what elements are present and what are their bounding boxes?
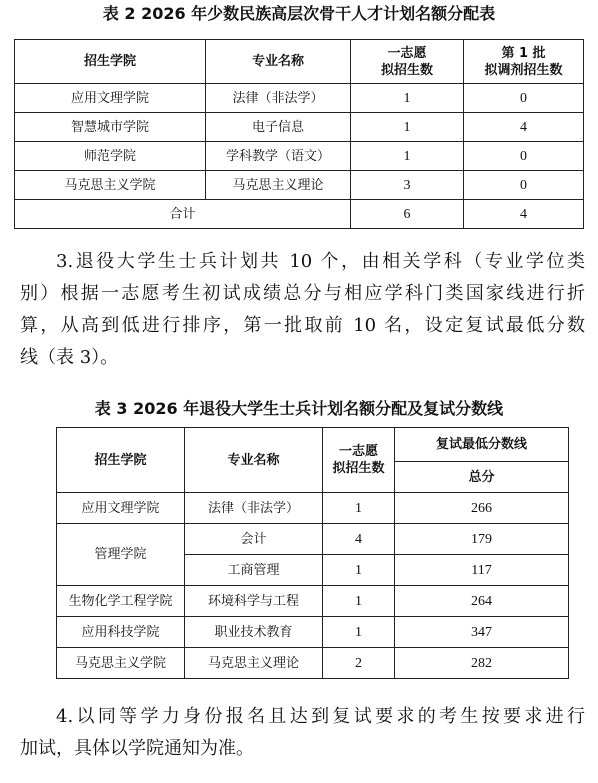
college-cell: 管理学院: [57, 524, 185, 586]
total-first-choice: 6: [351, 200, 464, 229]
major-cell: 职业技术教育: [185, 617, 323, 648]
count-cell: 1: [323, 555, 395, 586]
college-cell: 应用文理学院: [15, 84, 206, 113]
table-row: [57, 524, 569, 555]
first-choice-cell: 1: [351, 142, 464, 171]
major-cell: 法律（非法学）: [206, 84, 351, 113]
total-label: 合计: [15, 200, 351, 229]
table2: [14, 39, 584, 229]
major-cell: 会计: [185, 524, 323, 555]
count-cell: 4: [323, 524, 395, 555]
paragraph-line: 线（表 3）。: [20, 347, 119, 368]
college-cell: 智慧城市学院: [15, 113, 206, 142]
table-row: [57, 617, 569, 648]
table-row: [15, 113, 584, 142]
college-cell: 应用科技学院: [57, 617, 185, 648]
table-row: [57, 648, 569, 679]
major-cell: 学科教学（语文）: [206, 142, 351, 171]
first-choice-cell: 1: [351, 84, 464, 113]
count-cell: 1: [323, 493, 395, 524]
first-choice-cell: 1: [351, 113, 464, 142]
adjust-cell: 0: [464, 142, 584, 171]
table2-header-row: [15, 40, 584, 84]
count-cell: 1: [323, 586, 395, 617]
paragraph-3: [20, 246, 585, 374]
count-cell: 1: [323, 617, 395, 648]
table-row: [15, 171, 584, 200]
table3-header-college: 招生学院: [57, 428, 185, 493]
table3-header-total: 总分: [395, 462, 569, 493]
total-adjust: 4: [464, 200, 584, 229]
college-cell: 生物化学工程学院: [57, 586, 185, 617]
table-row: [15, 84, 584, 113]
score-cell: 179: [395, 524, 569, 555]
major-cell: 工商管理: [185, 555, 323, 586]
college-cell: 师范学院: [15, 142, 206, 171]
paragraph-line: 别）根据一志愿考生初试成绩总分与相应学科门类国家线进行折: [20, 283, 585, 304]
table2-header-first-choice: 一志愿 拟招生数: [351, 40, 464, 84]
table3-header-row: [57, 428, 569, 462]
table-row: [57, 493, 569, 524]
paragraph-line: 3.退役大学生士兵计划共 10 个，由相关学科（专业学位类: [56, 251, 585, 272]
paragraph-4: [20, 701, 585, 765]
table-row: [15, 142, 584, 171]
major-cell: 电子信息: [206, 113, 351, 142]
table2-header-college: 招生学院: [15, 40, 206, 84]
major-cell: 马克思主义理论: [206, 171, 351, 200]
college-cell: 应用文理学院: [57, 493, 185, 524]
major-cell: 环境科学与工程: [185, 586, 323, 617]
adjust-cell: 0: [464, 84, 584, 113]
major-cell: 马克思主义理论: [185, 648, 323, 679]
count-cell: 2: [323, 648, 395, 679]
paragraph-line: 4.以同等学力身份报名且达到复试要求的考生按要求进行: [56, 706, 585, 727]
paragraph-line: 算，从高到低进行排序，第一批取前 10 名，设定复试最低分数: [20, 315, 585, 336]
table3-header-min-score: 复试最低分数线: [395, 428, 569, 462]
table2-header-adjust: 第 1 批 拟调剂招生数: [464, 40, 584, 84]
table2-header-major: 专业名称: [206, 40, 351, 84]
score-cell: 117: [395, 555, 569, 586]
score-cell: 264: [395, 586, 569, 617]
adjust-cell: 0: [464, 171, 584, 200]
first-choice-cell: 3: [351, 171, 464, 200]
table3-header-major: 专业名称: [185, 428, 323, 493]
score-cell: 347: [395, 617, 569, 648]
major-cell: 法律（非法学）: [185, 493, 323, 524]
college-cell: 马克思主义学院: [15, 171, 206, 200]
table2-total-row: [15, 200, 584, 229]
score-cell: 266: [395, 493, 569, 524]
college-cell: 马克思主义学院: [57, 648, 185, 679]
adjust-cell: 4: [464, 113, 584, 142]
table2-caption: 表 2 2026 年少数民族高层次骨干人才计划名额分配表: [102, 4, 496, 23]
table3-caption: 表 3 2026 年退役大学生士兵计划名额分配及复试分数线: [94, 399, 504, 418]
table-row: [57, 586, 569, 617]
score-cell: 282: [395, 648, 569, 679]
table3-header-first-choice: 一志愿 拟招生数: [323, 428, 395, 493]
table3: [56, 427, 569, 679]
paragraph-line: 加试，具体以学院通知为准。: [20, 738, 254, 759]
